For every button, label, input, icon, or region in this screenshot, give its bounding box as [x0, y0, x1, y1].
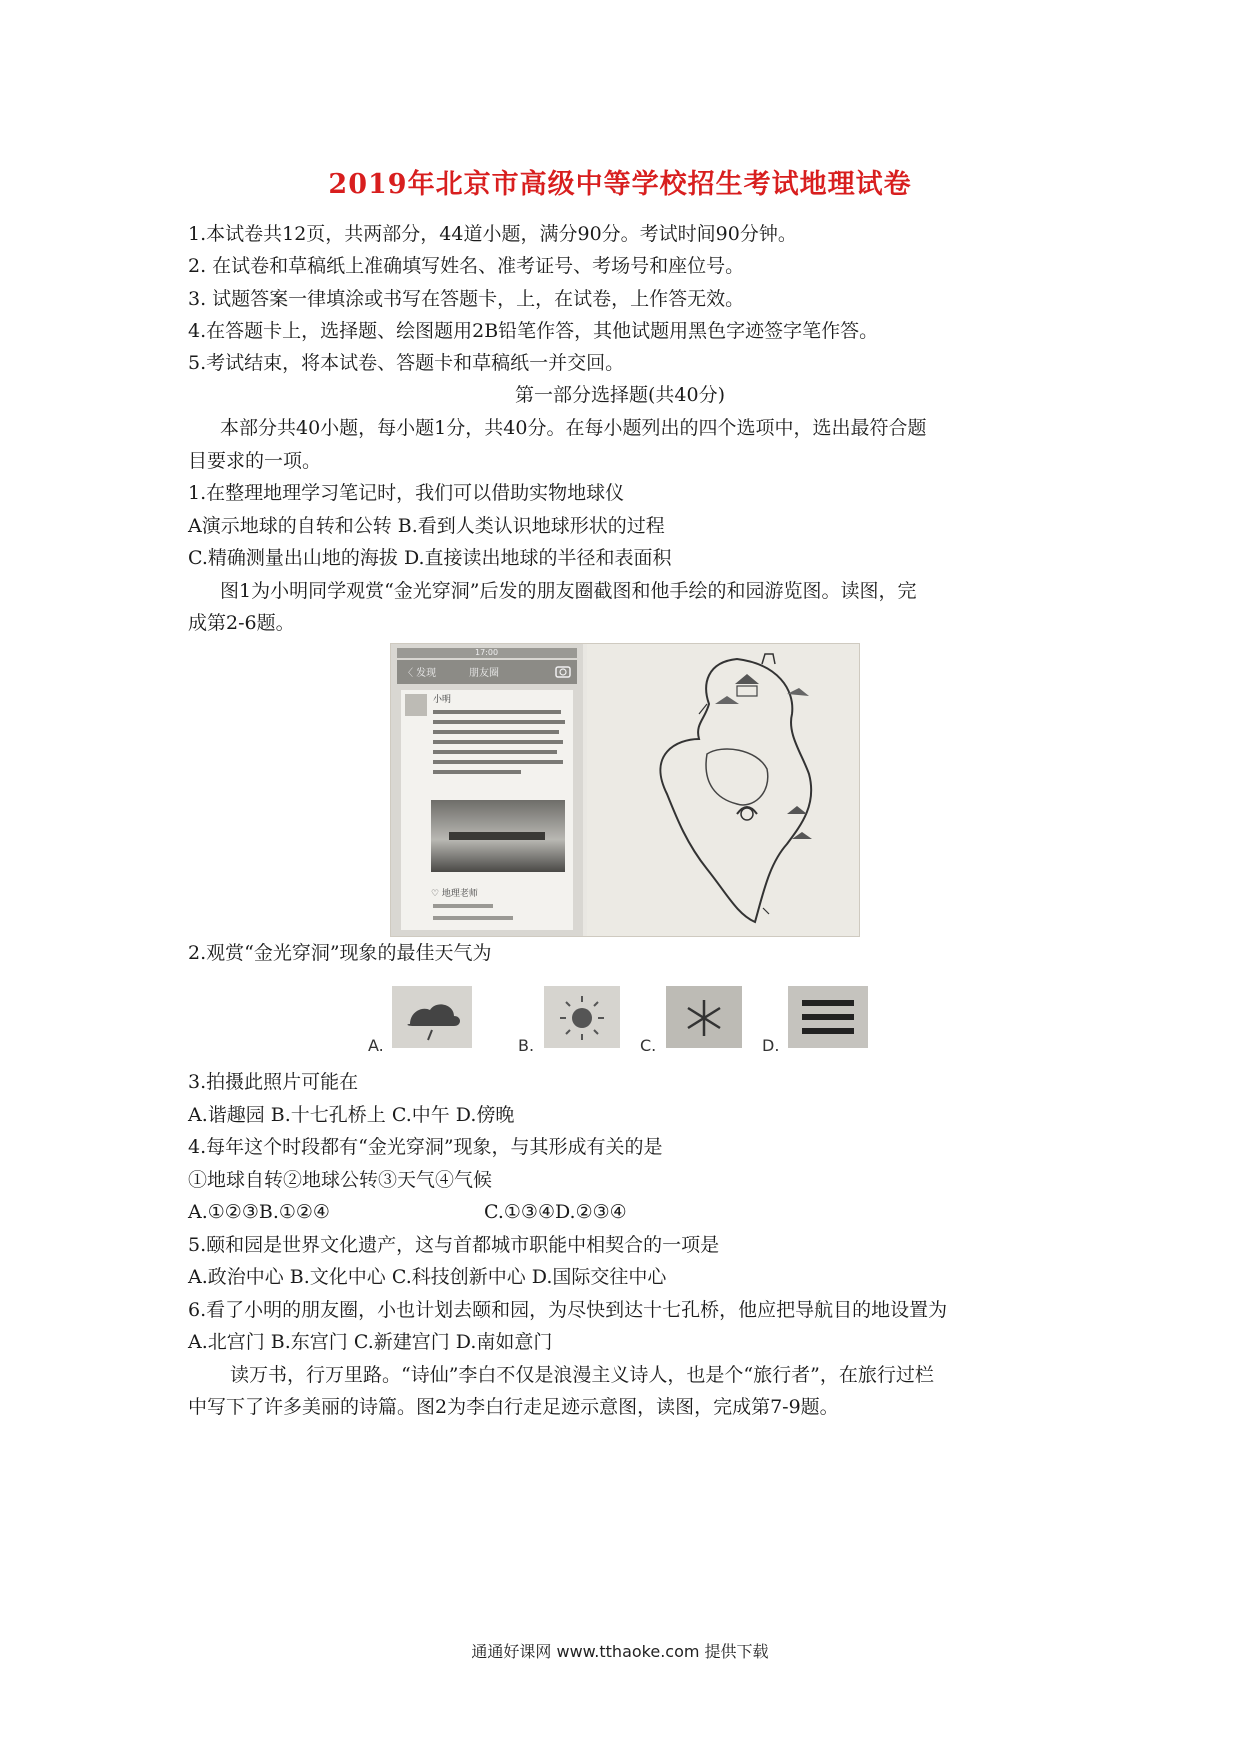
question-3-options: A.谐趣园 B.十七孔桥上 C.中午 D.傍晚	[188, 1104, 515, 1126]
figure-1-image	[390, 643, 860, 937]
option-a-letter: A.	[368, 1036, 384, 1055]
section-intro-line-2: 目要求的一项。	[188, 450, 322, 472]
question-4-options-cd: C.①③④D.②③④	[484, 1201, 627, 1223]
instruction-3: 3. 试题答案一律填涂或书写在答题卡，上，在试卷，上作答无效。	[188, 288, 745, 310]
phone-time: 17:00	[475, 648, 499, 657]
camera-icon	[555, 664, 571, 678]
weather-options	[0, 986, 1240, 1056]
moments-header: 朋友圈	[469, 668, 499, 679]
option-d-letter: D.	[762, 1036, 780, 1055]
question-4-items: ①地球自转②地球公转③天气④气候	[188, 1169, 493, 1191]
question-1-options-ab: A演示地球的自转和公转 B.看到人类认识地球形状的过程	[188, 515, 665, 537]
question-6-stem: 6.看了小明的朋友圈，小也计划去颐和园，为尽快到达十七孔桥，他应把导航目的地设置为	[188, 1299, 948, 1321]
question-5-options: A.政治中心 B.文化中心 C.科技创新中心 D.国际交往中心	[188, 1266, 667, 1288]
back-label: 〈 发现	[403, 668, 437, 679]
instruction-4: 4.在答题卡上，选择题、绘图题用2B铅笔作答，其他试题用黑色字迹签字笔作答。	[188, 320, 879, 342]
instruction-1: 1.本试卷共12页，共两部分，44道小题，满分90分。考试时间90分钟。	[188, 223, 797, 245]
moments-post	[401, 690, 573, 930]
bridge-photo	[431, 800, 565, 872]
question-3-stem: 3.拍摄此照片可能在	[188, 1071, 359, 1093]
footer-credit: 通通好课网 www.tthaoke.com 提供下载	[471, 1642, 769, 1661]
wechat-moments-screenshot	[391, 644, 583, 936]
option-b-image	[544, 986, 620, 1048]
option-c-image	[666, 986, 742, 1048]
sun-icon	[544, 986, 620, 1048]
summer-palace-hand-drawn-map	[587, 644, 859, 936]
figure-2-intro-line-2: 中写下了许多美丽的诗篇。图2为李白行走足迹示意图，读图，完成第7-9题。	[188, 1396, 839, 1418]
figure-1-intro-line-2: 成第2-6题。	[188, 612, 295, 634]
question-2-stem: 2.观赏“金光穿洞”现象的最佳天气为	[188, 942, 492, 964]
park-map-drawing	[587, 644, 859, 936]
figure-1-intro-line-1: 图1为小明同学观赏“金光穿洞”后发的朋友圈截图和他手绘的和园游览图。读图，完	[220, 580, 917, 602]
figure-2-intro-line-1: 读万书，行万里路。“诗仙”李白不仅是浪漫主义诗人，也是个“旅行者”，在旅行过栏	[230, 1364, 934, 1386]
option-b-letter: B.	[518, 1036, 535, 1055]
post-user: 小明	[433, 695, 452, 705]
option-c-letter: C.	[640, 1036, 657, 1055]
question-4-options-ab: A.①②③B.①②④	[188, 1201, 330, 1223]
option-a-image	[392, 986, 472, 1048]
section-intro-line-1: 本部分共40小题，每小题1分，共40分。在每小题列出的四个选项中，选出最符合题	[220, 417, 927, 439]
instruction-5: 5.考试结束，将本试卷、答题卡和草稿纸一并交回。	[188, 352, 625, 374]
fog-icon	[788, 986, 868, 1048]
option-d-image	[788, 986, 868, 1048]
phone-nav-bar	[397, 660, 577, 684]
exam-title: 2019年北京市高级中等学校招生考试地理试卷	[328, 169, 912, 200]
phone-status-bar	[397, 648, 577, 658]
question-4-stem: 4.每年这个时段都有“金光穿洞”现象，与其形成有关的是	[188, 1136, 663, 1158]
like-line: ♡ 地理老师	[431, 889, 478, 899]
question-5-stem: 5.颐和园是世界文化遗产，这与首都城市职能中相契合的一项是	[188, 1234, 720, 1256]
snowflake-icon	[666, 986, 742, 1048]
cloud-rain-icon	[392, 986, 472, 1048]
question-1-options-cd: C.精确测量出山地的海拔 D.直接读出地球的半径和表面积	[188, 547, 672, 569]
question-6-options: A.北宫门 B.东宫门 C.新建宫门 D.南如意门	[188, 1331, 553, 1353]
section-title: 第一部分选择题(共40分)	[514, 384, 725, 406]
avatar	[405, 694, 427, 716]
instruction-2: 2. 在试卷和草稿纸上准确填写姓名、准考证号、考场号和座位号。	[188, 255, 745, 277]
question-1-stem: 1.在整理地理学习笔记时，我们可以借助实物地球仪	[188, 482, 625, 504]
